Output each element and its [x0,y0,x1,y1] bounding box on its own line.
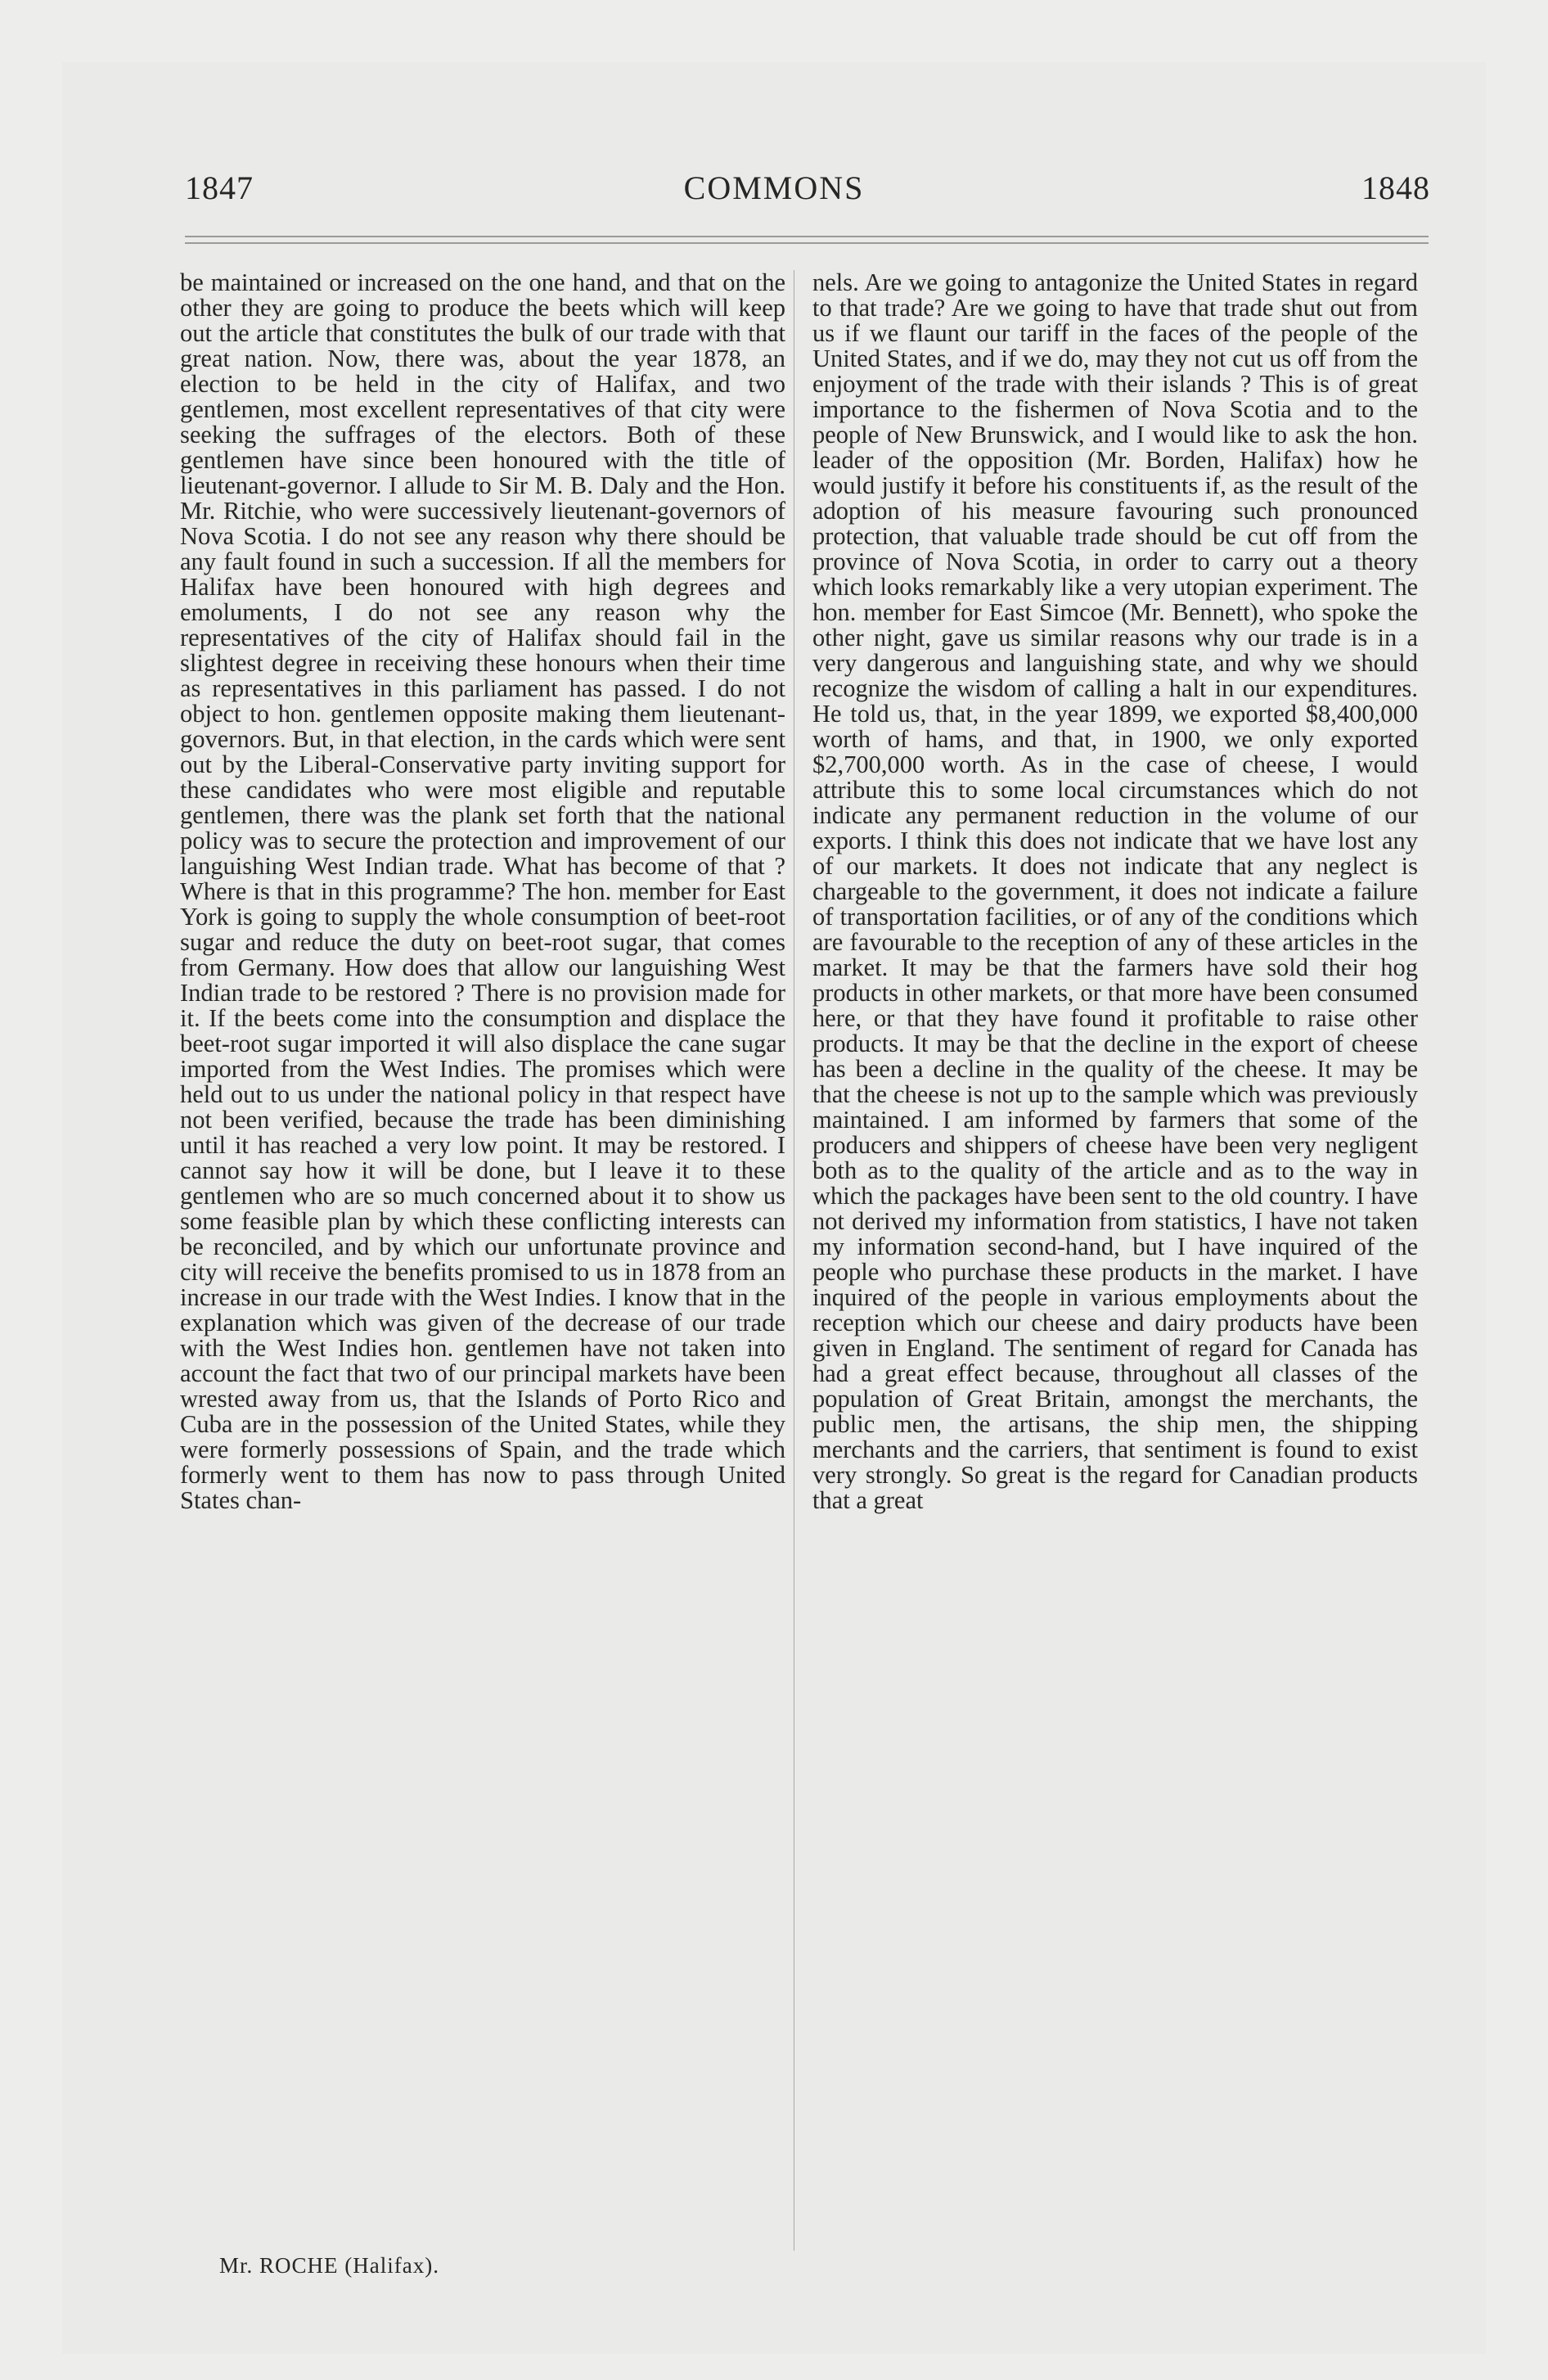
page-number-right: 1848 [1361,169,1430,206]
left-column-text: be maintained or increased on the one hand, and that on the other they are going to produce the beets which will keep out the article that constitutes the bulk of our trade with that great nation. Now, there was, about the year 1878, an election to be held in the city of Halifax, and two gentlemen, most excellent representatives of that city were seeking the suffrages of the electors. Both of these gentlemen have since been honoured with the title of lieutenant-governor. I allude to Sir M. B. Daly and the Hon. Mr. Ritchie, who were successively lieutenant-governors of Nova Scotia. I do not see any reason why there should be any fault found in such a succession. If all the members for Halifax have been honoured with high degrees and emoluments, I do not see any reason why the representatives of the city of Halifax should fail in the slightest degree in receiving these honours when their time as representatives in this parliament has passed. I do not object to hon. gentlemen opposite making them lieutenant-governors. But, in that election, in the cards which were sent out by the Liberal-Conservative party inviting support for these candidates who were most eligible and reputable gentlemen, there was the plank set forth that the national policy was to secure the protection and improvement of our languishing West Indian trade. What has become of that ? Where is that in this programme? The hon. member for East York is going to supply the whole consumption of beet-root sugar and reduce the duty on beet-root sugar, that comes from Germany. How does that allow our languishing West Indian trade to be restored ? There is no provision made for it. If the beets come into the consumption and displace the beet-root sugar imported it will also displace the cane sugar imported from the West Indies. The promises which were held out to us under the national policy in that respect have not been verified, because the trade has been diminishing until it has reached a very low point. It may be restored. I cannot say how it will be done, but I leave it to these gentlemen who are so much concerned about it to show us some feasible plan by which these conflicting interests can be reconciled, and by which our unfortunate province and city will receive the benefits promised to us in 1878 from an increase in our trade with the West Indies. I know that in the explanation which was given of the decrease of our trade with the West Indies hon. gentlemen have not taken into account the fact that two of our principal markets have been wrested away from us, that the Islands of Porto Rico and Cuba are in the possession of the United States, while they were formerly possessions of Spain, and the trade which formerly went to them has now to pass through United States chan- [180,268,785,1514]
page-title: COMMONS [683,169,865,206]
speaker-footer: Mr. ROCHE (Halifax). [219,2253,439,2278]
page-number-left: 1847 [185,169,254,206]
header-rule-double [185,242,1429,244]
right-column-text: nels. Are we going to antagonize the United States in regard to that trade? Are we going to have that trade shut out from us if we flaunt our tariff in the faces of the people of the United States, and if we do, may they not cut us off from the enjoyment of the trade with their islands ? This is of great importance to the fishermen of Nova Scotia and to the people of New Brunswick, and I would like to ask the hon. leader of the opposition (Mr. Borden, Halifax) how he would justify it before his constituents if, as the result of the adoption of his measure favouring such pronounced protection, that valuable trade should be cut off from the province of Nova Scotia, in order to carry out a theory which looks remarkably like a very utopian experiment. The hon. member for East Simcoe (Mr. Bennett), who spoke the other night, gave us similar reasons why our trade is in a very dangerous and languishing state, and why we should recognize the wisdom of calling a halt in our expenditures. He told us, that, in the year 1899, we exported $8,400,000 worth of hams, and that, in 1900, we only exported $2,700,000 worth. As in the case of cheese, I would attribute this to some local circumstances which do not indicate any permanent reduction in the volume of our exports. I think this does not indicate that we have lost any of our markets. It does not indicate that any neglect is chargeable to the government, it does not indicate a failure of transportation facilities, or of any of the conditions which are favourable to the reception of any of these articles in the market. It may be that the farmers have sold their hog products in other markets, or that more have been consumed here, or that they have found it profitable to raise other products. It may be that the decline in the export of cheese has been a decline in the quality of the cheese. It may be that the cheese is not up to the sample which was previously maintained. I am informed by farmers that some of the producers and shippers of cheese have been very negligent both as to the quality of the article and as to the way in which the packages have been sent to the old country. I have not derived my information from statistics, I have not taken my information second-hand, but I have inquired of the people who purchase these products in the market. I have inquired of the people in various employments about the reception which our cheese and dairy products have been given in England. The sentiment of regard for Canada has had a great effect because, throughout all classes of the population of Great Britain, amongst the merchants, the public men, the artisans, the ship men, the shipping merchants and the carriers, that sentiment is found to exist very strongly. So great is the regard for Canadian products that a great [812,268,1418,1514]
right-column [812,270,1418,1513]
header-rule [185,236,1429,237]
left-column [180,270,785,1513]
